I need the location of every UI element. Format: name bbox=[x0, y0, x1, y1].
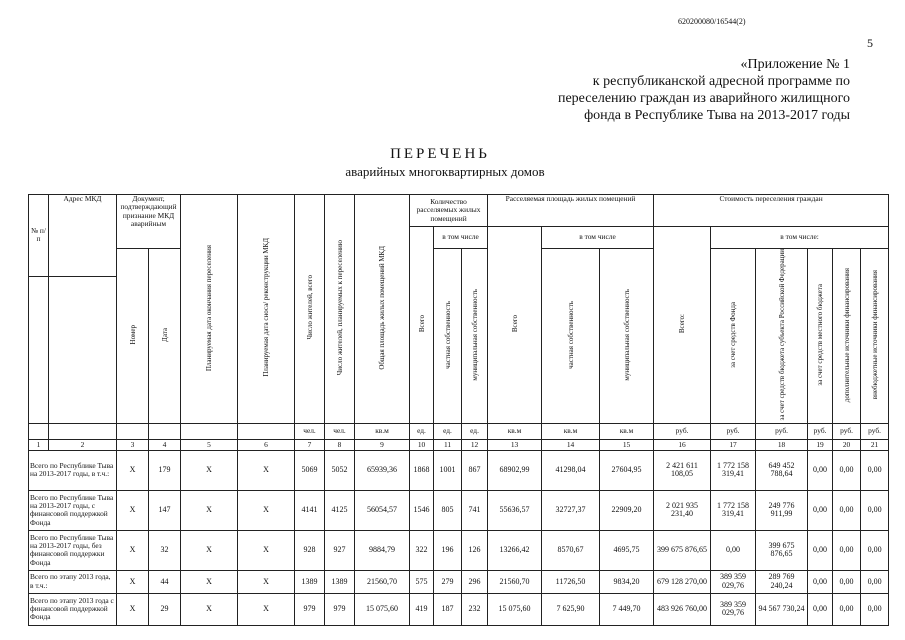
table-cell: 0,00 bbox=[861, 490, 889, 530]
table-cell: 0,00 bbox=[833, 490, 861, 530]
header-cost-additional: дополнительные источники финансирования bbox=[833, 249, 861, 424]
table-cell: 5069 bbox=[295, 450, 325, 490]
column-number: 17 bbox=[711, 439, 756, 450]
unit-cell: руб. bbox=[808, 423, 833, 439]
unit-cell: ед. bbox=[462, 423, 488, 439]
table-cell: X bbox=[117, 490, 149, 530]
table-cell: 1001 bbox=[434, 450, 462, 490]
table-cell: 0,00 bbox=[808, 490, 833, 530]
table-cell: 0,00 bbox=[808, 570, 833, 593]
table-cell: 649 452 788,64 bbox=[756, 450, 808, 490]
unit-cell: руб. bbox=[756, 423, 808, 439]
column-number: 21 bbox=[861, 439, 889, 450]
column-number: 1 bbox=[29, 439, 49, 450]
table-cell: 21560,70 bbox=[488, 570, 542, 593]
header-area-resettled: Расселяемая площадь жилых помещений bbox=[488, 195, 654, 227]
unit-cell bbox=[29, 423, 49, 439]
table-cell: 389 359 029,76 bbox=[711, 593, 756, 625]
appendix-line-4: фонда в Республике Тыва на 2013-2017 годы bbox=[584, 108, 850, 123]
table-cell: 0,00 bbox=[833, 450, 861, 490]
column-number: 7 bbox=[295, 439, 325, 450]
header-doc-number: Номер bbox=[117, 249, 149, 424]
table-cell: X bbox=[117, 450, 149, 490]
table-cell: 4141 bbox=[295, 490, 325, 530]
column-number: 19 bbox=[808, 439, 833, 450]
header-empty-no bbox=[29, 276, 49, 423]
table-cell: 22909,20 bbox=[600, 490, 654, 530]
header-area-municipal: муниципальная собственность bbox=[600, 249, 654, 424]
unit-cell: кв.м bbox=[542, 423, 600, 439]
column-number: 12 bbox=[462, 439, 488, 450]
column-number: 8 bbox=[325, 439, 355, 450]
column-number: 14 bbox=[542, 439, 600, 450]
table-cell: 0,00 bbox=[861, 570, 889, 593]
column-number: 5 bbox=[181, 439, 238, 450]
table-cell: 1546 bbox=[410, 490, 434, 530]
emergency-houses-table bbox=[28, 194, 889, 626]
unit-cell: кв.м bbox=[488, 423, 542, 439]
table-cell: 147 bbox=[149, 490, 181, 530]
table-cell: 928 bbox=[295, 530, 325, 570]
column-number: 9 bbox=[355, 439, 410, 450]
header-cost-extrabudget: внебюджетные источники финансирования bbox=[861, 249, 889, 424]
table-cell: X bbox=[238, 450, 295, 490]
header-residents: Число жителей, всего bbox=[295, 195, 325, 424]
column-number: 13 bbox=[488, 439, 542, 450]
header-cost-subject-budget: за счет средств бюджета субъекта Российской Федерации bbox=[756, 249, 808, 424]
table-cell: 979 bbox=[295, 593, 325, 625]
table-cell: 2 421 611 108,05 bbox=[654, 450, 711, 490]
table-row bbox=[29, 593, 889, 625]
document-title: ПЕРЕЧЕНЬ bbox=[390, 146, 490, 162]
table-cell: 279 bbox=[434, 570, 462, 593]
table-cell: 15 075,60 bbox=[355, 593, 410, 625]
table-cell: 389 359 029,76 bbox=[711, 570, 756, 593]
header-address: Адрес МКД bbox=[49, 195, 117, 277]
table-cell: X bbox=[238, 530, 295, 570]
table-cell: 56054,57 bbox=[355, 490, 410, 530]
header-no: № п/п bbox=[29, 195, 49, 277]
table-cell: 196 bbox=[434, 530, 462, 570]
header-empty-address bbox=[49, 276, 117, 423]
table-cell: X bbox=[238, 570, 295, 593]
table-cell: 55636,57 bbox=[488, 490, 542, 530]
table-row bbox=[29, 450, 889, 490]
table-cell: 5052 bbox=[325, 450, 355, 490]
header-rooms-count: Количество расселяемых жилых помещений bbox=[410, 195, 488, 227]
header-doc-date: Дата bbox=[149, 249, 181, 424]
table-cell: 8570,67 bbox=[542, 530, 600, 570]
table-cell: 575 bbox=[410, 570, 434, 593]
table-cell: 399 675 876,65 bbox=[654, 530, 711, 570]
table-cell: 1 772 158 319,41 bbox=[711, 450, 756, 490]
data-rows bbox=[29, 450, 889, 625]
row-label: Всего по Республике Тыва на 2013-2017 годы, без финансовой поддержки Фонда bbox=[29, 530, 117, 570]
table-cell: 0,00 bbox=[861, 593, 889, 625]
column-number: 4 bbox=[149, 439, 181, 450]
table-cell: 68902,99 bbox=[488, 450, 542, 490]
unit-cell: кв.м bbox=[355, 423, 410, 439]
table-cell: 2 021 935 231,40 bbox=[654, 490, 711, 530]
column-number: 6 bbox=[238, 439, 295, 450]
appendix-line-2: к республиканской адресной программе по bbox=[592, 74, 850, 89]
header-planned-resettlement: Планируемая дата окончания переселения bbox=[181, 195, 238, 424]
document-subtitle: аварийных многоквартирных домов bbox=[345, 164, 545, 179]
unit-cell: ед. bbox=[410, 423, 434, 439]
table-cell: 0,00 bbox=[808, 530, 833, 570]
table-cell: 741 bbox=[462, 490, 488, 530]
header-cost-including: в том числе: bbox=[711, 227, 889, 249]
table-cell: 9834,20 bbox=[600, 570, 654, 593]
column-number: 3 bbox=[117, 439, 149, 450]
table-cell: 4125 bbox=[325, 490, 355, 530]
table-cell: 1389 bbox=[325, 570, 355, 593]
row-label: Всего по Республике Тыва на 2013-2017 годы, с финансовой поддержкой Фонда bbox=[29, 490, 117, 530]
column-number: 2 bbox=[49, 439, 117, 450]
table-cell: 249 776 911,99 bbox=[756, 490, 808, 530]
table-cell: 289 769 240,24 bbox=[756, 570, 808, 593]
header-cost: Стоимость переселения граждан bbox=[654, 195, 889, 227]
column-number: 11 bbox=[434, 439, 462, 450]
table-cell: 399 675 876,65 bbox=[756, 530, 808, 570]
unit-cell: руб. bbox=[861, 423, 889, 439]
header-rooms-private: частная собственность bbox=[434, 249, 462, 424]
table-cell: 805 bbox=[434, 490, 462, 530]
unit-cell: чел. bbox=[295, 423, 325, 439]
table-cell: 232 bbox=[462, 593, 488, 625]
table-cell: 0,00 bbox=[711, 530, 756, 570]
header-cost-total: Всего: bbox=[654, 227, 711, 424]
table-cell: X bbox=[181, 450, 238, 490]
page-number: 5 bbox=[867, 36, 873, 50]
unit-cell: кв.м bbox=[600, 423, 654, 439]
table-cell: 44 bbox=[149, 570, 181, 593]
header-planned-demolition: Планируемая дата сноса/ реконструкции МКД bbox=[238, 195, 295, 424]
table-cell: 0,00 bbox=[833, 530, 861, 570]
units-row bbox=[29, 423, 889, 439]
unit-cell bbox=[238, 423, 295, 439]
table-cell: X bbox=[181, 593, 238, 625]
table-row bbox=[29, 490, 889, 530]
column-number: 20 bbox=[833, 439, 861, 450]
table-cell: 9884,79 bbox=[355, 530, 410, 570]
table-cell: X bbox=[117, 570, 149, 593]
table-cell: 65939,36 bbox=[355, 450, 410, 490]
table-cell: 4695,75 bbox=[600, 530, 654, 570]
table-cell: 1 772 158 319,41 bbox=[711, 490, 756, 530]
table-cell: 0,00 bbox=[833, 593, 861, 625]
header-area-including: в том числе bbox=[542, 227, 654, 249]
header-area-total: Всего bbox=[488, 227, 542, 424]
table-cell: 15 075,60 bbox=[488, 593, 542, 625]
unit-cell bbox=[149, 423, 181, 439]
table-cell: X bbox=[181, 530, 238, 570]
table-cell: 11726,50 bbox=[542, 570, 600, 593]
table-row bbox=[29, 570, 889, 593]
table-cell: X bbox=[181, 570, 238, 593]
table-row bbox=[29, 530, 889, 570]
header-document: Документ, подтверждающий признание МКД аварийным bbox=[117, 195, 181, 249]
table-cell: X bbox=[238, 593, 295, 625]
table-cell: 1389 bbox=[295, 570, 325, 593]
table-cell: 13266,42 bbox=[488, 530, 542, 570]
header-residents-planned: Число жителей, планируемых к переселению bbox=[325, 195, 355, 424]
table-cell: 41298,04 bbox=[542, 450, 600, 490]
unit-cell: чел. bbox=[325, 423, 355, 439]
header-cost-local-budget: за счет средств местного бюджета bbox=[808, 249, 833, 424]
table-cell: 94 567 730,24 bbox=[756, 593, 808, 625]
table-cell: 27604,95 bbox=[600, 450, 654, 490]
table-cell: 1868 bbox=[410, 450, 434, 490]
table-cell: 187 bbox=[434, 593, 462, 625]
row-label: Всего по Республике Тыва на 2013-2017 годы, в т.ч.: bbox=[29, 450, 117, 490]
column-number: 15 bbox=[600, 439, 654, 450]
table-cell: 296 bbox=[462, 570, 488, 593]
table-cell: 0,00 bbox=[861, 530, 889, 570]
unit-cell bbox=[181, 423, 238, 439]
table-cell: 126 bbox=[462, 530, 488, 570]
header-cost-fund: за счет средств Фонда bbox=[711, 249, 756, 424]
table-cell: X bbox=[238, 490, 295, 530]
column-number: 18 bbox=[756, 439, 808, 450]
unit-cell: руб. bbox=[654, 423, 711, 439]
table-cell: 483 926 760,00 bbox=[654, 593, 711, 625]
column-number: 10 bbox=[410, 439, 434, 450]
header-rooms-including: в том числе bbox=[434, 227, 488, 249]
appendix-line-1: «Приложение № 1 bbox=[740, 57, 850, 72]
row-label: Всего по этапу 2013 года с финансовой поддержкой Фонда bbox=[29, 593, 117, 625]
table-cell: 927 bbox=[325, 530, 355, 570]
table-cell: X bbox=[181, 490, 238, 530]
column-number: 16 bbox=[654, 439, 711, 450]
row-label: Всего по этапу 2013 года, в т.ч.: bbox=[29, 570, 117, 593]
column-numbers-row bbox=[29, 439, 889, 450]
table-cell: 679 128 270,00 bbox=[654, 570, 711, 593]
table-cell: 29 bbox=[149, 593, 181, 625]
unit-cell: ед. bbox=[434, 423, 462, 439]
table-cell: 867 bbox=[462, 450, 488, 490]
unit-cell: руб. bbox=[711, 423, 756, 439]
unit-cell bbox=[117, 423, 149, 439]
table-cell: 32727,37 bbox=[542, 490, 600, 530]
table-cell: 0,00 bbox=[833, 570, 861, 593]
unit-cell: руб. bbox=[833, 423, 861, 439]
header-rooms-municipal: муниципальная собственность bbox=[462, 249, 488, 424]
table-cell: 322 bbox=[410, 530, 434, 570]
table-cell: 7 449,70 bbox=[600, 593, 654, 625]
table-cell: X bbox=[117, 593, 149, 625]
table-cell: 0,00 bbox=[861, 450, 889, 490]
table-cell: 179 bbox=[149, 450, 181, 490]
unit-cell bbox=[49, 423, 117, 439]
table-cell: 21560,70 bbox=[355, 570, 410, 593]
table-cell: 419 bbox=[410, 593, 434, 625]
table-cell: X bbox=[117, 530, 149, 570]
appendix-header bbox=[520, 56, 850, 124]
table-cell: 979 bbox=[325, 593, 355, 625]
table-cell: 7 625,90 bbox=[542, 593, 600, 625]
header-total-area: Общая площадь жилых помещений МКД bbox=[355, 195, 410, 424]
table-cell: 0,00 bbox=[808, 450, 833, 490]
table-cell: 0,00 bbox=[808, 593, 833, 625]
document-number: 620200080/16544(2) bbox=[678, 17, 746, 26]
header-area-private: частная собственность bbox=[542, 249, 600, 424]
appendix-line-3: переселению граждан из аварийного жилищного bbox=[557, 91, 850, 106]
table-cell: 32 bbox=[149, 530, 181, 570]
header-rooms-total: Всего bbox=[410, 227, 434, 424]
